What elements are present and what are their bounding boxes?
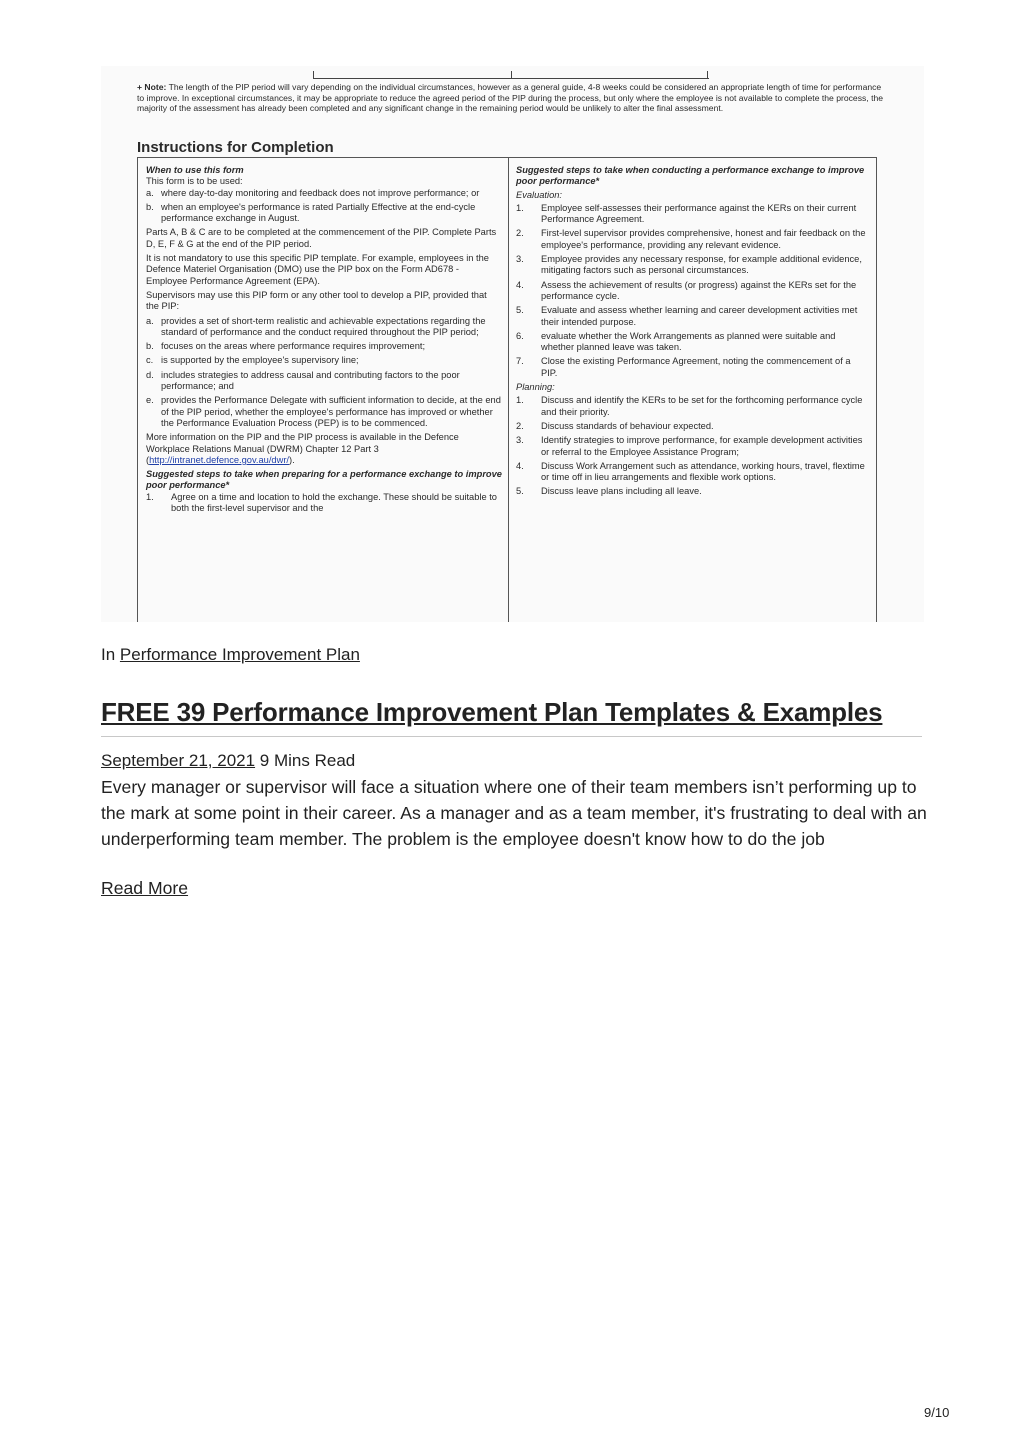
list-item: 4. Assess the achievement of results (or progress) against the KERs set for the performance cycle.	[516, 279, 857, 301]
list-item: 6. evaluate whether the Work Arrangements as planned were suitable and whether planned leave was taken.	[516, 330, 836, 353]
instructions-title: Instructions for Completion	[137, 139, 334, 156]
planning-label: Planning:	[516, 382, 555, 393]
list-item: d. includes strategies to address causal and contributing factors to the poor performance; and	[146, 369, 460, 392]
post-title-link[interactable]: FREE 39 Performance Improvement Plan Templates & Examples	[101, 697, 883, 727]
list-item: 2. First-level supervisor provides comprehensive, honest and fair feedback on the employee's performance, providing any relevant evidence.	[516, 228, 866, 250]
list-item: a. where day-to-day monitoring and feedback does not improve performance; or	[146, 187, 480, 198]
list-item: c. is supported by the employee's supervisory line;	[146, 355, 359, 366]
form-note: + Note: The length of the PIP period will vary depending on the individual circumstances, however as a general guide, 4-8 weeks could be considered an appropriate length of time for performance to improve. In exceptional circumstances, it may be appropriate to reduce the agreed period of the PIP during the process, but only where the employee is not available to complete the process, the majority of the assessment has already been completed and any significant change in the remaining period would be unlikely to alter the final assessment.	[137, 82, 884, 113]
form-date-line	[313, 66, 709, 79]
conditions-list	[146, 316, 502, 430]
right-heading: Suggested steps to take when conducting a performance exchange to improve poor performance*	[516, 165, 865, 187]
list-item: 1. Employee self-assesses their performance against the KERs on their current Performance Agreement.	[516, 202, 857, 225]
post-title	[101, 697, 882, 728]
left-para-2: It is not mandatory to use this specific PIP template. For example, employees in the Defence Materiel Organisation (DMO) use the PIP box on the Form AD678 - Employee Performance Agreement (EPA).	[146, 253, 489, 286]
list-item: b. when an employee's performance is rated Partially Effective at the end-cycle performance exchange in August.	[146, 201, 476, 224]
list-item: 4. Discuss Work Arrangement such as attendance, working hours, travel, flextime or time off in lieu arrangements and flexible work options.	[516, 460, 865, 483]
instructions-box	[137, 157, 877, 622]
category-link[interactable]: Performance Improvement Plan	[119, 645, 360, 664]
right-column	[516, 165, 868, 501]
list-item: e. provides the Performance Delegate with sufficient information to decide, at the end of the PIP period, whether the employee's performance has improved or whether the Performance Evaluation Process (PEP) is to be commenced.	[146, 395, 501, 428]
list-item: 2. Discuss standards of behaviour expected.	[516, 420, 714, 431]
uses-list	[146, 188, 502, 225]
title-divider	[101, 736, 922, 737]
post-excerpt: Every manager or supervisor will face a situation where one of their team members isn’t performing up to the mark at some point in their career. As a manager and as a team member, it's frustrating to deal with an underperforming team member. The problem is the employee doesn't know how to do the job	[101, 777, 927, 849]
left-heading-2: Suggested steps to take when preparing for a performance exchange to improve poor performance*	[146, 469, 502, 491]
evaluation-list	[516, 203, 868, 379]
left-column: When to use this form This form is to be used: a. where day-to-day monitoring and feedback does not improve performance; or b. when an employee's performance is rated Partially Effective at the end-cycle performance exchange in August. Parts A, B & C are to be completed at the commencement of the PIP. Complete Parts D, E, F & G at the end of the PIP period. It is not mandatory to use this specific PIP template. For example, employees in the Defence Materiel Organisation (DMO) use the PIP box on the Form AD678 - Employee Performance Agreement (EPA). Supervisors may use this PIP form or any other tool to develop a PIP, provided that the PIP: a. provides a set of short-term realistic and achievable expectations regarding the standard of performance and the conduct required throughout the PIP period; b. focuses on the areas where performance requires improvement; c. is supported by the employee's supervisory line; d. includes strategies to address causal and contributing factors to the poor performance; and e. provides the Performance Delegate with sufficient information to decide, at the end of the PIP period, whether the employee's performance has improved or whether the Performance Evaluation Process (PEP) is to be commenced. More information on the PIP and the PIP process is available in the Defence Workplace Relations Manual (DWRM) Chapter 12 Part 3 (http://intranet.defence.gov.au/dwr/). Suggested steps to take when preparing for a performance exchange to improve poor performance* 1. Agree on a time and location to hold the exchange. These should be suitable to both the first-level supervisor and the	[146, 165, 502, 514]
left-intro: This form is to be used:	[146, 176, 243, 187]
list-item: 1. Discuss and identify the KERs to be set for the forthcoming performance cycle and their priority.	[516, 395, 863, 417]
left-heading: When to use this form	[146, 165, 244, 175]
list-item: 3. Identify strategies to improve performance, for example development activities or referral to the Employee Assistance Program;	[516, 435, 863, 457]
list-item: 7. Close the existing Performance Agreement, noting the commencement of a PIP.	[516, 356, 851, 378]
post-meta	[101, 751, 355, 771]
left-para-1: Parts A, B & C are to be completed at the commencement of the PIP. Complete Parts D, E, F & G at the end of the PIP period.	[146, 227, 497, 249]
left-para-3: Supervisors may use this PIP form or any other tool to develop a PIP, provided that the PIP:	[146, 289, 487, 312]
read-time: 9 Mins Read	[259, 751, 356, 770]
page-number: 9/10	[924, 1405, 950, 1420]
list-item: b. focuses on the areas where performance requires improvement;	[146, 341, 426, 352]
left-para-4: More information on the PIP and the PIP process is available in the Defence Workplace Relations Manual (DWRM) Chapter 12 Part 3 (http://intranet.defence.gov.au/dwr/).	[146, 432, 459, 465]
post-date-link[interactable]: September 21, 2021	[101, 751, 256, 770]
list-item: 5. Discuss leave plans including all leave.	[516, 486, 702, 497]
list-item: a. provides a set of short-term realistic and achievable expectations regarding the standard of performance and the conduct required throughout the PIP period;	[146, 315, 486, 337]
pip-form-image	[101, 66, 924, 622]
read-more-link[interactable]: Read More	[101, 878, 189, 898]
planning-list	[516, 395, 868, 497]
evaluation-label: Evaluation:	[516, 189, 562, 200]
list-item: 5. Evaluate and assess whether learning and career development activities met their intended purpose.	[516, 305, 858, 327]
post-category: In Performance Improvement Plan	[101, 645, 360, 664]
list-item: 3. Employee provides any necessary response, for example additional evidence, mitigating factors such as personal circumstances.	[516, 254, 862, 276]
